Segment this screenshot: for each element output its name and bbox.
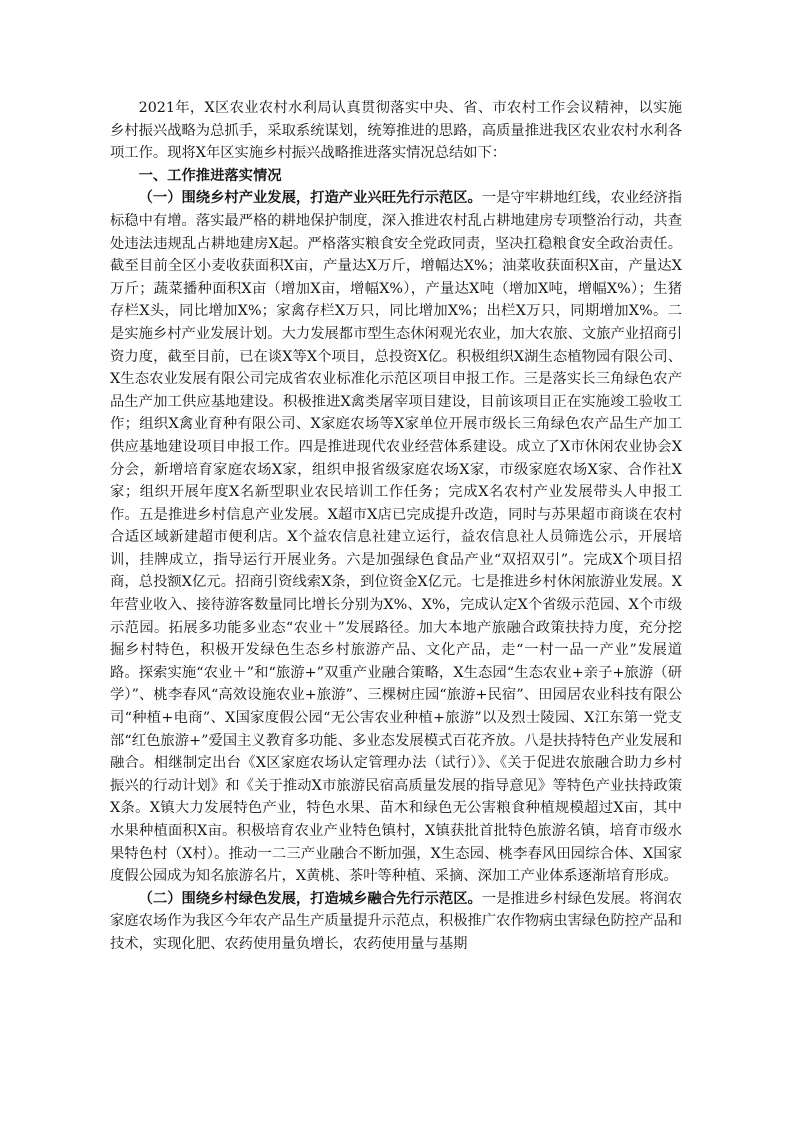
subheading-industry-development: （一）围绕乡村产业发展，打造产业兴旺先行示范区。 bbox=[138, 190, 482, 207]
paragraph-green-development bbox=[110, 888, 682, 956]
document-body bbox=[110, 97, 682, 956]
green-development-body: 一是推进乡村绿色发展。将润农家庭农场作为我区今年农产品生产质量提升示范点，积极推广农作物病虫害绿色防控产品和技术，实现化肥、农药使用量负增长，农药使用量与基期 bbox=[110, 890, 683, 952]
paragraph-industry-development bbox=[110, 187, 682, 887]
subheading-green-development: （二）围绕乡村绿色发展，打造城乡融合先行示范区。 bbox=[138, 890, 482, 907]
intro-paragraph: 2021年，X区农业农村水利局认真贯彻落实中央、省、市农村工作会议精神，以实施乡村振兴战略为总抓手，采取系统谋划，统筹推进的思路，高质量推进我区农业农村水利各项工作。现将X年区实施乡村振兴战略推进落实情况总结如下： bbox=[110, 100, 682, 162]
industry-development-body: 一是守牢耕地红线，农业经济指标稳中有增。落实最严格的耕地保护制度，深入推进农村乱占耕地建房专项整治行动，共查处违法违规乱占耕地建房X起。严格落实粮食安全党政同责，坚决扛稳粮食安全政治责任。截至目前全区小麦收获面积X亩，产量达X万斤，增幅达X%；油菜收获面积X亩，产量达X万斤；蔬菜播种面积X亩（增加X亩，增幅X%），产量达X吨（增加X吨，增幅X%）；生猪存栏X头，同比增加X%；家禽存栏X万只，同比增加X%；出栏X万只，同期增加X%。二是实施乡村产业发展计划。大力发展都市型生态休闲观光农业，加大农旅、文旅产业招商引资力度，截至目前，已在谈X等X个项目，总投资X亿。积极组织X湖生态植物园有限公司、X生态农业发展有限公司完成省农业标准化示范区项目申报工作。三是落实长三角绿色农产品生产加工供应基地建设。积极推进X禽类屠宰项目建设，目前该项目正在实施竣工验收工作；组织X禽业育种有限公司、X家庭农场等X家单位开展市级长三角绿色农产品生产加工供应基地建设项目申报工作。四是推进现代农业经营体系建设。成立了X市休闲农业协会X分会，新增培育家庭农场X家，组织申报省级家庭农场X家，市级家庭农场X家、合作社X家；组织开展年度X名新型职业农民培训工作任务；完成X名农村产业发展带头人申报工作。五是推进乡村信息产业发展。X超市X店已完成提升改造，同时与苏果超市商谈在农村合适区域新建超市便利店。X个益农信息社建立运行，益农信息社人员筛选公示，开展培训，挂牌成立，指导运行开展业务。六是加强绿色食品产业“双招双引”。完成X个项目招商，总投额X亿元。招商引资线索X条，到位资金X亿元。七是推进乡村休闲旅游业发展。X年营业收入、接待游客数量同比增长分别为X%、X%，完成认定X个省级示范园、X个市级示范园。拓展多功能多业态“农业＋”发展路径。加大本地产旅融合政策扶持力度，充分挖掘乡村特色，积极开发绿色生态乡村旅游产品、文化产品，走“一村一品一产业”发展道路。探索实施“农业＋”和“旅游+”双重产业融合策略，X生态园“生态农业+亲子+旅游（研学）”、桃李春风“高效设施农业+旅游”、三棵树庄园“旅游+民宿”、田园居农业科技有限公司“种植+电商”、X国家度假公园“无公害农业种植+旅游”以及烈士陵园、X江东第一党支部“红色旅游+”爱国主义教育多功能、多业态发展模式百花齐放。八是扶持特色产业发展和融合。相继制定出台《X区家庭农场认定管理办法（试行）》、《关于促进农旅融合助力乡村振兴的行动计划》和《关于推动X市旅游民宿高质量发展的指导意见》等特色产业扶持政策X条。X镇大力发展特色产业，特色水果、苗木和绿色无公害粮食种植规模超过X亩，其中水果种植面积X亩。积极培育农业产业特色镇村，X镇获批首批特色旅游名镇，培育市级水果特色村（X村）。推动一二三产业融合不断加强，X生态园、桃李春风田园综合体、X国家度假公园成为知名旅游名片，X黄桃、茶叶等种植、采摘、深加工产业体系逐渐培育形成。 bbox=[110, 190, 683, 885]
section-heading-work-progress: 一、工作推进落实情况 bbox=[138, 167, 282, 184]
